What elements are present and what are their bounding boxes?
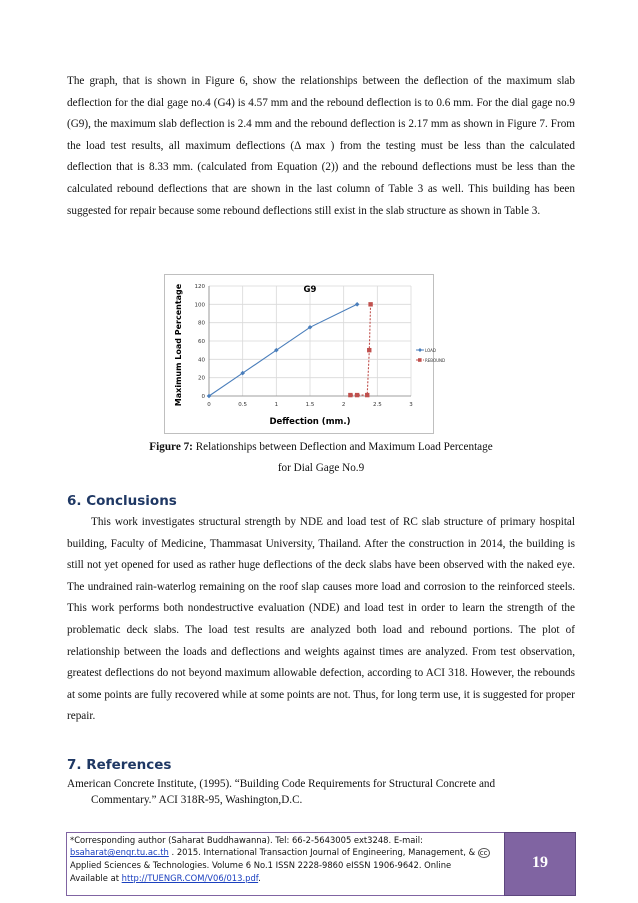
x-tick-label: 0	[207, 402, 211, 408]
footer-line2-text: . 2015. International Transaction Journal of Engineering, Management, &	[171, 847, 476, 858]
data-point	[367, 348, 371, 352]
y-axis-label: Maximum Load Percentage	[174, 283, 183, 407]
figure-caption	[67, 437, 575, 458]
x-axis-label: Deffection (mm.)	[269, 417, 351, 427]
x-tick-label: 3	[409, 402, 413, 408]
legend-marker	[418, 358, 422, 362]
body-paragraph: The graph, that is shown in Figure 6, show the relationships between the deflection of the maximum slab deflection for the dial gage no.4 (G4) is 4.57 mm and the rebound deflection is to 0.6 mm. For the dial gage no.9 (G9), the maximum slab deflection is 2.4 mm and the rebound deflection is 2.17 mm as shown in Figure 7. From the load test results, all maximum deflections (Δ max ) from the testing must be less than the calculated deflection that is 8.33 mm. (calculated from Equation (2)) and the rebound deflections must be less than the calculated rebound deflections that are shown in the last column of Table 3 as well. This building has been suggested for repair because some rebound deflections still exist in the slab structure as shown in Table 3.	[67, 75, 575, 217]
footer-line4: Available at http://TUENGR.COM/V06/013.pdf.	[70, 872, 261, 883]
legend-label: REBOUND	[425, 357, 446, 363]
y-tick-label: 80	[198, 320, 205, 327]
legend-label: LOAD	[425, 347, 436, 353]
x-tick-label: 0.5	[238, 402, 248, 408]
figure-caption-line2: for Dial Gage No.9	[277, 462, 365, 474]
x-tick-label: 2	[341, 402, 346, 408]
figure7-chart	[164, 274, 446, 434]
reference-item	[67, 777, 575, 808]
chart-frame	[165, 275, 434, 434]
footer-line3: Applied Sciences & Technologies. Volume 6 No.1 ISSN 2228-9860 eISSN 1906-9642. Online	[70, 860, 452, 871]
y-tick-label: 100	[194, 302, 205, 309]
chart-title: G9	[303, 285, 317, 295]
email-link[interactable]: bsaharat@engr.tu.ac.th	[70, 847, 169, 858]
figure-label: Figure 7:	[149, 441, 193, 453]
data-point	[355, 393, 359, 397]
y-tick-label: 120	[194, 284, 205, 290]
y-tick-label: 0	[201, 394, 205, 400]
article-url-link[interactable]: http://TUENGR.COM/V06/013.pdf	[121, 872, 259, 883]
data-point	[365, 393, 369, 397]
page-number: 19	[532, 854, 548, 871]
conclusions-heading: 6. Conclusions	[67, 493, 177, 509]
footer-line1: *Corresponding author (Saharat Buddhawanna). Tel: 66-2-5643005 ext3248. E-mail:	[70, 835, 423, 845]
data-point	[348, 393, 352, 397]
y-tick-label: 20	[198, 375, 205, 382]
reference-line1: American Concrete Institute, (1995). “Building Code Requirements for Structural Concrete and	[67, 778, 496, 790]
x-tick-label: 1.5	[305, 402, 315, 408]
footer-note	[66, 832, 504, 896]
y-tick-label: 60	[198, 339, 205, 345]
conclusions-paragraph: This work investigates structural strength by NDE and load test of RC slab structure of primary hospital building, Faculty of Medicine, Thammasat University, Thailand. After the construction in 2014, the building is still not yet opened for used as rather huge deflections of the deck slabs have been observed with the naked eye. The undrained rain-waterlog remaining on the roof slap causes more load and corrosion to the reinforced steels. This work performs both nondestructive evaluation (NDE) and load test in order to learn the strength of the problematic deck slabs. The load test results are analyzed both load and rebound portions. The plot of relationship between the loads and deflections and weights against times are analyzed. From test observation, greatest deflections do not beyond maximum allowable defection, according to ACI 318. However, the rebounds at some points are fully recovered while at some points are not. Thus, for long term use, it is suggested for proper repair.	[67, 516, 575, 723]
references-heading: 7. References	[67, 757, 172, 773]
x-tick-label: 2.5	[372, 402, 382, 408]
x-tick-label: 1	[274, 402, 279, 408]
page-number-box	[504, 832, 576, 896]
y-tick-label: 40	[198, 357, 205, 364]
figure-caption-line1: Relationships between Deflection and Maximum Load Percentage	[195, 441, 493, 453]
footer-line2	[70, 846, 501, 859]
data-point	[368, 302, 372, 306]
creative-commons-icon: cc	[479, 849, 488, 858]
reference-line2: Commentary.” ACI 318R-95, Washington,D.C.	[91, 793, 303, 806]
